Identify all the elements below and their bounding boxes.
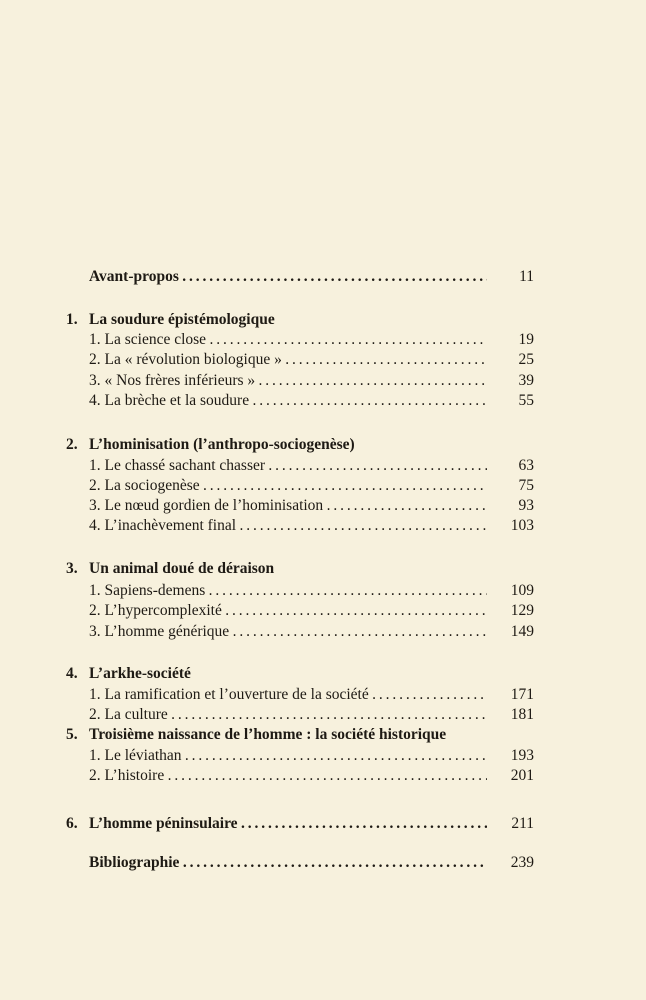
toc-entry <box>0 704 646 726</box>
toc-entry-bibliographie <box>0 852 646 874</box>
toc-page-number: 93 <box>518 497 534 514</box>
chapter-title: Troisième naissance de l’homme : la société historique <box>89 726 447 743</box>
toc-entry-label: 2. La culture . . . <box>89 704 487 726</box>
toc-entry-label: 1. Sapiens-demens . . . <box>89 580 487 602</box>
toc-entry-label: 3. Le nœud gordien de l’hominisation . . . <box>89 495 487 517</box>
toc-page-number: 75 <box>518 477 534 494</box>
toc-page-number: 63 <box>518 457 534 474</box>
chapter-title: L’arkhe-société <box>89 665 191 682</box>
toc-entry <box>0 600 646 622</box>
toc-page-number: 193 <box>510 747 534 764</box>
toc-entry-label: 1. Le léviathan . . . <box>89 745 487 767</box>
toc-page-number: 55 <box>518 392 534 409</box>
chapter-title: L’homme péninsulaire . . . <box>89 813 487 835</box>
toc-page-number: 39 <box>518 372 534 389</box>
toc-entry-label: 1. La science close . . . <box>89 329 487 351</box>
toc-page-number: 211 <box>511 815 534 832</box>
chapter-title: La soudure épistémologique <box>89 311 275 328</box>
toc-page-number: 181 <box>510 706 534 723</box>
toc-entry <box>0 621 646 643</box>
toc-page-number: 239 <box>510 854 534 871</box>
chapter-number: 3. <box>66 560 78 577</box>
toc-entry <box>0 515 646 537</box>
toc-page-number: 109 <box>510 582 534 599</box>
toc-page-number: 129 <box>510 602 534 619</box>
toc-entry <box>0 329 646 351</box>
toc-entry-label: 1. Le chassé sachant chasser . . . <box>89 455 487 477</box>
toc-page-number: 103 <box>510 517 534 534</box>
toc-entry <box>0 455 646 477</box>
chapter-number: 4. <box>66 665 78 682</box>
toc-page-number: 201 <box>510 767 534 784</box>
toc-entry-label: 4. L’inachèvement final . . . <box>89 515 487 537</box>
chapter-number: 1. <box>66 311 78 328</box>
toc-entry-label: 2. La « révolution biologique » . . . <box>89 349 487 371</box>
chapter-heading <box>0 724 646 746</box>
toc-page-number: 171 <box>510 686 534 703</box>
toc-entry <box>0 390 646 412</box>
toc-page-number: 25 <box>518 351 534 368</box>
chapter-number: 6. <box>66 815 78 832</box>
chapter-heading <box>0 434 646 456</box>
toc-entry-label: 4. La brèche et la soudure . . . <box>89 390 487 412</box>
toc-page-number: 19 <box>518 331 534 348</box>
chapter-number: 2. <box>66 436 78 453</box>
toc-entry-label: 1. La ramification et l’ouverture de la société . . . <box>89 684 487 706</box>
toc-entry <box>0 684 646 706</box>
toc-page-number: 11 <box>519 268 534 285</box>
toc-entry-label: 2. L’histoire . . . <box>89 765 487 787</box>
chapter-title: L’hominisation (l’anthropo-sociogenèse) <box>89 436 355 453</box>
toc-entry-label: 3. « Nos frères inférieurs » . . . <box>89 370 487 392</box>
toc-page-number: 149 <box>510 623 534 640</box>
toc-entry-label: Avant-propos . . . <box>89 266 487 288</box>
toc-entry <box>0 370 646 392</box>
chapter-number: 5. <box>66 726 78 743</box>
chapter-heading <box>0 309 646 331</box>
toc-entry-label: Bibliographie . . . <box>89 852 487 874</box>
toc-entry <box>0 745 646 767</box>
chapter-heading <box>0 663 646 685</box>
chapter-heading <box>0 558 646 580</box>
toc-entry-avant-propos <box>0 266 646 288</box>
toc-entry-label: 3. L’homme générique . . . <box>89 621 487 643</box>
chapter-title: Un animal doué de déraison <box>89 560 275 577</box>
toc-entry-label: 2. La sociogenèse . . . <box>89 475 487 497</box>
toc-entry <box>0 495 646 517</box>
chapter-heading <box>0 813 646 835</box>
toc-entry <box>0 580 646 602</box>
toc-entry <box>0 475 646 497</box>
toc-entry <box>0 765 646 787</box>
toc-entry <box>0 349 646 371</box>
toc-entry-label: 2. L’hypercomplexité . . . <box>89 600 487 622</box>
